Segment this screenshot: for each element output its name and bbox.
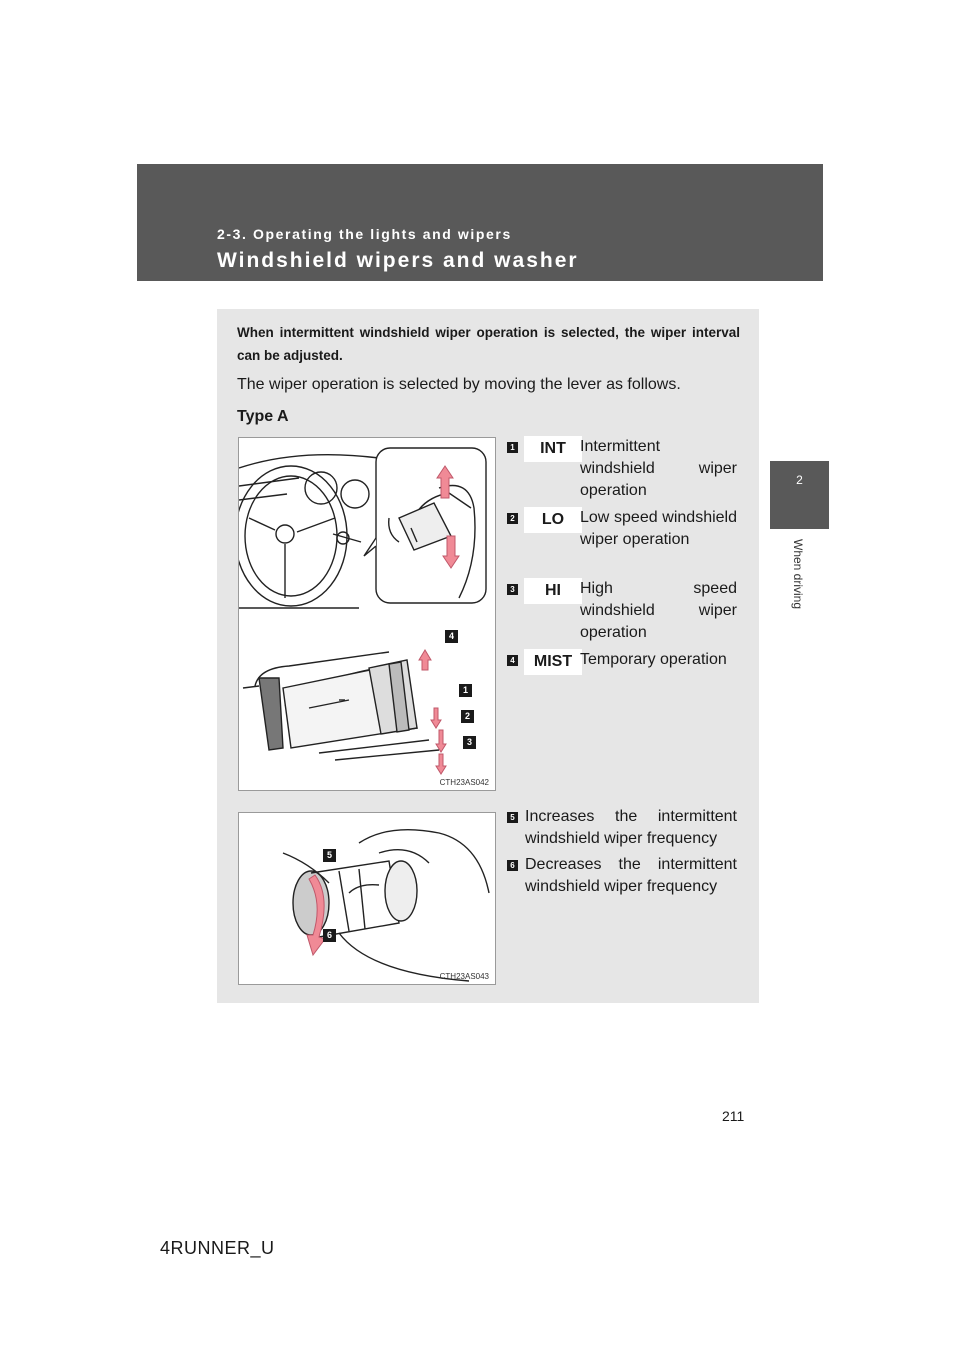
callout-5: 5 [323,849,336,862]
marker-3: 3 [507,584,518,595]
callout-2: 2 [461,710,474,723]
frequency-description: Increases the intermittent windshield wiper frequency [525,808,737,847]
dial-illustration [239,813,495,984]
mode-label-hi: HI [524,578,582,604]
type-label: Type A [237,408,289,425]
model-code: 4RUNNER_U [160,1238,275,1258]
marker-1: 1 [507,442,518,453]
chapter-tab [770,461,829,529]
mode-description: Low speed windshield wiper operation [580,509,737,548]
mode-description: Temporary operation [580,651,727,668]
mode-label-int: INT [524,436,582,462]
marker-6: 6 [507,860,518,871]
intro-bold-text: When intermittent windshield wiper operation is selected, the wiper interval can be adjusted. [237,325,740,363]
intro-text: The wiper operation is selected by moving the lever as follows. [237,376,681,393]
marker-4: 4 [507,655,518,666]
mode-description: Intermittent windshield wiper operation [580,438,737,499]
mode-label-lo: LO [524,507,582,533]
mode-description: High speed windshield wiper operation [580,580,737,641]
page-title: Windshield wipers and washer [217,249,579,272]
section-label: 2-3. Operating the lights and wipers [217,226,512,242]
callout-6: 6 [323,929,336,942]
chapter-number: 2 [796,473,803,487]
frequency-description: Decreases the intermittent windshield wiper frequency [525,856,737,895]
marker-5: 5 [507,812,518,823]
dial-figure [238,812,496,985]
lever-figure [238,437,496,791]
page-number: 211 [722,1108,745,1124]
callout-1: 1 [459,684,472,697]
figure-code: CTH23AS042 [439,778,489,787]
marker-2: 2 [507,513,518,524]
mode-label-mist: MIST [524,649,582,675]
figure-code: CTH23AS043 [439,972,489,981]
callout-3: 3 [463,736,476,749]
chapter-label: When driving [791,539,805,610]
lever-illustration [239,438,495,790]
callout-4: 4 [445,630,458,643]
